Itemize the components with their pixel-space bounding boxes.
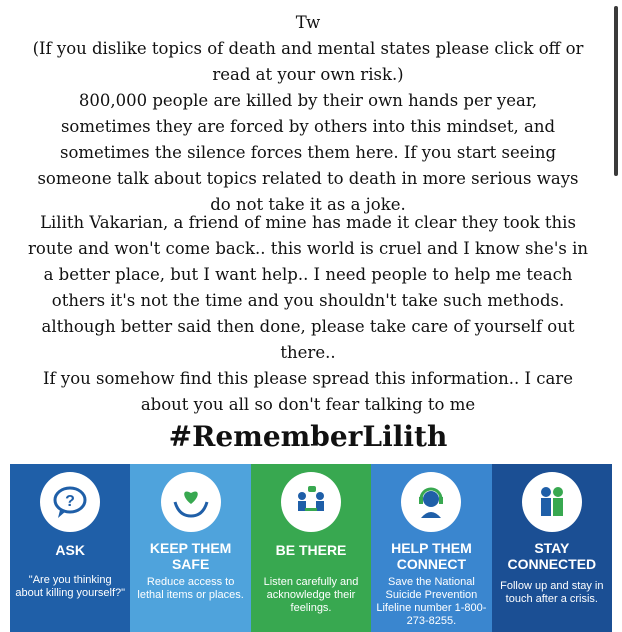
text-line: there.. — [280, 343, 336, 362]
panel-description: Save the National Suicide Prevention Lifeline number 1-800-273-8255. — [376, 576, 487, 627]
text-line: a better place, but I want help.. I need people to help me teach — [43, 265, 573, 284]
panel-title: HELP THEM CONNECT — [391, 540, 472, 572]
text-line: sometimes they are forced by others into this mindset, and — [60, 117, 556, 136]
hashtag-title: #RememberLilith — [168, 420, 448, 453]
two-people-icon — [522, 472, 582, 532]
text-line: about you all so don't fear talking to me — [140, 395, 476, 414]
suicide-prevention-banner — [10, 464, 612, 632]
text-line: (If you dislike topics of death and mental states please click off or — [32, 39, 584, 58]
panel-title: BE THERE — [275, 542, 347, 558]
text-line: read at your own risk.) — [212, 65, 404, 84]
panel-be-there — [251, 464, 371, 632]
svg-text:?: ? — [65, 493, 76, 510]
panel-keep-them-safe — [130, 464, 250, 632]
text-line: If you somehow find this please spread this information.. I care — [43, 369, 573, 388]
text-line: Lilith Vakarian, a friend of mine has made it clear they took this — [40, 213, 576, 232]
panel-stay-connected — [492, 464, 612, 632]
panel-title: STAY CONNECTED — [507, 540, 597, 572]
hands-heart-icon — [161, 472, 221, 532]
panel-ask — [10, 464, 130, 632]
text-line: although better said then done, please take care of yourself out — [41, 317, 575, 336]
panel-help-them-connect — [371, 464, 491, 632]
text-line: someone talk about topics related to death in more serious ways — [37, 169, 579, 188]
text-line: Tw — [295, 13, 321, 32]
message-paragraph — [0, 210, 616, 418]
people-talking-icon — [281, 472, 341, 532]
headset-person-icon — [401, 472, 461, 532]
text-line: route and won't come back.. this world is cruel and I know she's in — [28, 239, 588, 258]
panel-description: Follow up and stay in touch after a crisis. — [500, 580, 604, 605]
text-line: 800,000 people are killed by their own hands per year, — [78, 91, 538, 110]
warning-paragraph — [0, 10, 616, 218]
panel-description: Listen carefully and acknowledge their feelings. — [263, 576, 359, 614]
text-line: sometimes the silence forces them here. If you start seeing — [59, 143, 557, 162]
text-line: others it's not the time and you shouldn't take such methods. — [51, 291, 565, 310]
panel-description: "Are you thinking about killing yourself?" — [15, 574, 126, 599]
text-line: do not take it as a joke. — [210, 195, 406, 214]
panel-title: KEEP THEM SAFE — [149, 540, 232, 572]
speech-bubble-question-icon — [40, 472, 100, 532]
panel-description: Reduce access to lethal items or places. — [137, 576, 244, 601]
panel-title: ASK — [55, 542, 85, 558]
